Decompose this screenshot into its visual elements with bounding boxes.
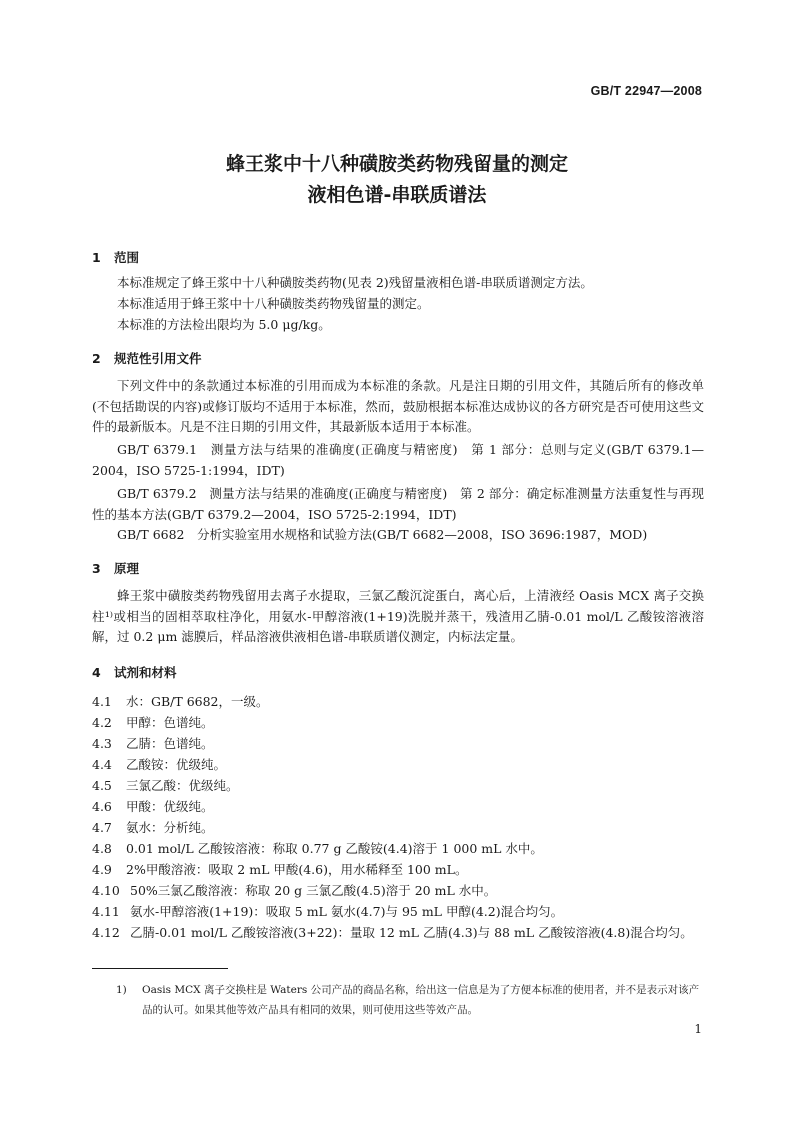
section-number: 3 <box>92 561 101 576</box>
section-heading-principle <box>92 559 139 577</box>
item-text: 三氯乙酸：优级纯。 <box>126 778 239 793</box>
footnote-text: Oasis MCX 离子交换柱是 Waters 公司产品的商品名称，给出这一信息是为了方便本标准的使用者，并不是表示对该产品的认可。如果其他等效产品具有相同的效果，则可使用这些等效产品。 <box>142 984 700 1016</box>
list-item <box>92 902 704 923</box>
list-item <box>92 860 704 881</box>
paragraph: 本标准规定了蜂王浆中十八种磺胺类药物(见表 2)残留量液相色谱-串联质谱测定方法。 <box>117 275 593 290</box>
item-number: 4.2 <box>92 715 112 730</box>
footnote <box>116 980 704 1020</box>
section-number: 1 <box>92 250 101 265</box>
item-text: 0.01 mol/L 乙酸铵溶液：称取 0.77 g 乙酸铵(4.4)溶于 1 000 mL 水中。 <box>126 841 543 856</box>
item-text: 氨水：分析纯。 <box>126 820 214 835</box>
section-heading-normative-references <box>92 349 202 367</box>
item-number: 4.8 <box>92 841 112 856</box>
paragraph: 下列文件中的条款通过本标准的引用而成为本标准的条款。凡是注日期的引用文件，其随后所有的修改单(不包括勘误的内容)或修订版均不适用于本标准，然而，鼓励根据本标准达成协议的各方研究是否可使用这些文件的最新版本。凡是不注日期的引用文件，其最新版本适用于本标准。 <box>92 378 704 434</box>
section-title: 范围 <box>114 250 140 265</box>
item-text: 2%甲酸溶液：吸取 2 mL 甲酸(4.6)，用水稀释至 100 mL。 <box>126 862 468 877</box>
item-text: 氨水-甲醇溶液(1+19)：吸取 5 mL 氨水(4.7)与 95 mL 甲醇(4.2)混合均匀。 <box>130 904 564 919</box>
list-item <box>92 734 704 755</box>
paragraph: 本标准适用于蜂王浆中十八种磺胺类药物残留量的测定。 <box>117 296 430 311</box>
section-number: 2 <box>92 351 101 366</box>
reference-entry: GB/T 6379.1 测量方法与结果的准确度(正确度与精密度) 第 1 部分：总则与定义(GB/T 6379.1—2004，ISO 5725-1:1994，IDT) <box>92 442 704 478</box>
footnote-number: 1) <box>116 984 127 996</box>
list-item <box>92 776 704 797</box>
page-number: 1 <box>694 1022 702 1036</box>
list-item <box>92 713 704 734</box>
item-number: 4.10 <box>92 883 120 898</box>
section-number: 4 <box>92 665 101 680</box>
document-title-line2: 液相色谱-串联质谱法 <box>307 184 487 206</box>
list-item <box>92 692 704 713</box>
footnote-divider <box>92 968 228 969</box>
item-text: 甲酸：优级纯。 <box>126 799 214 814</box>
section-title: 原理 <box>114 561 140 576</box>
section-heading-scope <box>92 248 139 266</box>
item-number: 4.3 <box>92 736 112 751</box>
item-number: 4.11 <box>92 904 120 919</box>
reference-entry: GB/T 6379.2 测量方法与结果的准确度(正确度与精密度) 第 2 部分：确定标准测量方法重复性与再现性的基本方法(GB/T 6379.2—2004，ISO 5725-2:1994，IDT) <box>92 486 704 522</box>
item-number: 4.12 <box>92 925 120 940</box>
item-text: 50%三氯乙酸溶液：称取 20 g 三氯乙酸(4.5)溶于 20 mL 水中。 <box>130 883 497 898</box>
list-item <box>92 923 704 944</box>
paragraph: 蜂王浆中磺胺类药物残留用去离子水提取，三氯乙酸沉淀蛋白，离心后，上清液经 Oasis MCX 离子交换柱¹⁾或相当的固相萃取柱净化，用氨水-甲醇溶液(1+19)洗脱并蒸干，残渣用乙腈-0.01 mol/L 乙酸铵溶液溶解，过 0.2 μm 滤膜后，样品溶液供液相色谱-串联质谱仪测定，内标法定量。 <box>92 588 704 644</box>
list-item <box>92 818 704 839</box>
item-text: 乙腈-0.01 mol/L 乙酸铵溶液(3+22)：量取 12 mL 乙腈(4.3)与 88 mL 乙酸铵溶液(4.8)混合均匀。 <box>130 925 693 940</box>
item-text: 水：GB/T 6682，一级。 <box>126 694 269 709</box>
list-item <box>92 839 704 860</box>
paragraph: 本标准的方法检出限均为 5.0 μg/kg。 <box>117 317 331 332</box>
list-item <box>92 881 704 902</box>
list-item <box>92 755 704 776</box>
section-title: 试剂和材料 <box>114 665 177 680</box>
item-text: 乙腈：色谱纯。 <box>126 736 214 751</box>
item-number: 4.4 <box>92 757 112 772</box>
item-number: 4.9 <box>92 862 112 877</box>
document-title-line1: 蜂王浆中十八种磺胺类药物残留量的测定 <box>225 153 568 175</box>
list-item <box>92 797 704 818</box>
item-number: 4.7 <box>92 820 112 835</box>
section-heading-reagents <box>92 663 177 681</box>
item-text: 乙酸铵：优级纯。 <box>126 757 227 772</box>
reference-entry: GB/T 6682 分析实验室用水规格和试验方法(GB/T 6682—2008，ISO 3696:1987，MOD) <box>117 527 648 542</box>
standard-number: GB/T 22947—2008 <box>590 84 702 98</box>
item-number: 4.1 <box>92 694 112 709</box>
item-number: 4.6 <box>92 799 112 814</box>
item-text: 甲醇：色谱纯。 <box>126 715 214 730</box>
item-number: 4.5 <box>92 778 112 793</box>
section-title: 规范性引用文件 <box>114 351 202 366</box>
